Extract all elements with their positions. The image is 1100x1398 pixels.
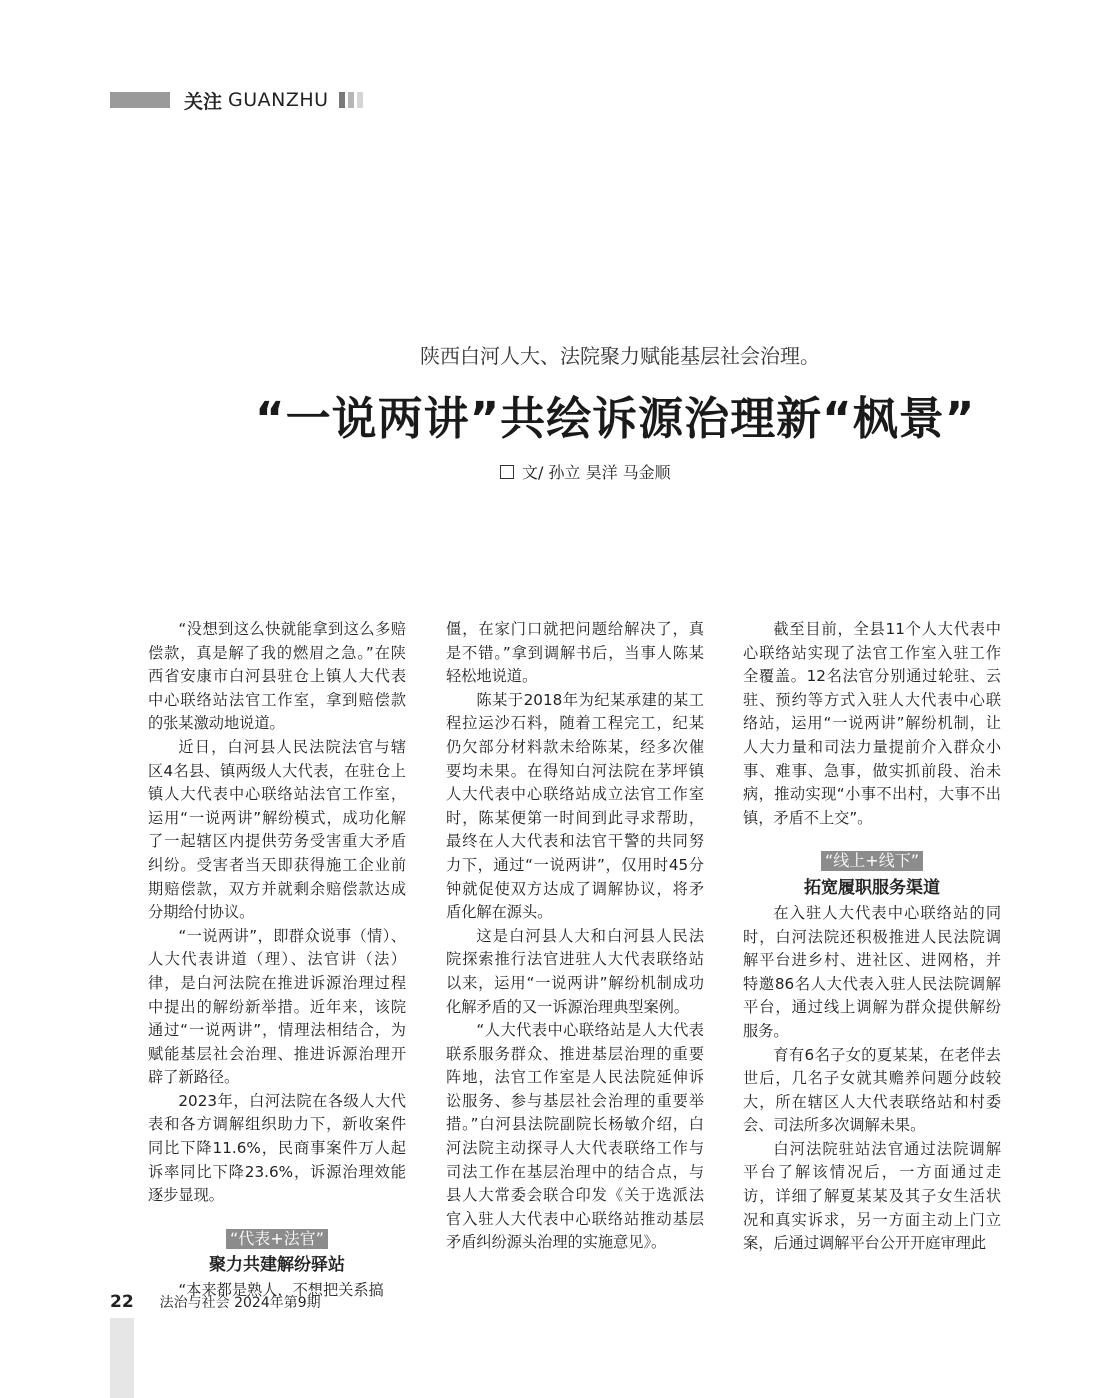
paragraph: 截至目前，全县11个人大代表中心联络站实现了法官工作室入驻工作全覆盖。12名法官分别通过轮驻、云驻、预约等方式入驻人大代表中心联络站，运用“一说两讲”解纷机制，让人大力量和司法力量提前介入群众小事、难事、急事，做实抓前段、治未病，推动实现“小事不出村，大事不出镇，矛盾不上交”。 [743, 620, 1001, 827]
footer-strip [110, 1318, 134, 1398]
text-column-1 [148, 618, 406, 1303]
section-title: 拓宽履职服务渠道 [804, 877, 940, 898]
paragraph: 2023年，白河法院在各级人大代表和各方调解组织助力下，新收案件同比下降11.6%，民商事案件万人起诉率同比下降23.6%，诉源治理效能逐步显现。 [148, 1091, 406, 1205]
square-icon [500, 465, 514, 479]
byline [500, 460, 671, 483]
title-part-a: “一说两讲” [255, 392, 501, 445]
header-bar [110, 92, 170, 108]
section-tag: “线上+线下” [821, 851, 923, 871]
text-column-2 [446, 618, 704, 1255]
section-title: 聚力共建解纷驿站 [209, 1255, 345, 1276]
section-heading [148, 1228, 406, 1278]
paragraph: “本来都是熟人，不想把关系搞 [178, 1281, 384, 1300]
paragraph: 僵，在家门口就把问题给解决了，真是不错。”拿到调解书后，当事人陈某轻松地说道。 [446, 620, 704, 686]
page-footer [110, 1292, 321, 1312]
paragraph: 在入驻人大代表中心联络站的同时，白河法院还积极推进人民法院调解平台进乡村、进社区、进网格，并特邀86名人大代表入驻人民法院调解平台，通过线上调解为群众提供解纷服务。 [743, 903, 1001, 1040]
magazine-issue: 法治与社会 2024年第9期 [159, 1295, 321, 1311]
paragraph: 白河法院驻站法官通过法院调解平台了解该情况后，一方面通过走访，详细了解夏某某及其子女生活状况和真实诉求，另一方面主动上门立案，后通过调解平台公开开庭审理此 [743, 1139, 1001, 1253]
article-title [255, 382, 975, 447]
section-tag: “代表+法官” [226, 1229, 328, 1249]
section-label-en: GUANZHU [228, 89, 329, 111]
section-label-cn: 关注 [184, 90, 223, 113]
paragraph: “人大代表中心联络站是人大代表联系服务群众、推进基层治理的重要阵地，法官工作室是人民法院延伸诉讼服务、参与基层社会治理的重要举措。”白河县法院副院长杨敏介绍，白河法院主动探寻人大代表联络工作与司法工作在基层治理中的结合点，与县人大常委会联合印发《关于选派法官入驻人大代表中心联络站推动基层矛盾纠纷源头治理的实施意见》。 [446, 1021, 704, 1252]
section-header [110, 88, 366, 112]
article-subtitle: 陕西白河人大、法院聚力赋能基层社会治理。 [420, 344, 820, 368]
paragraph: 育有6名子女的夏某某，在老伴去世后，几名子女就其赡养问题分歧较大，所在辖区人大代表联络站和村委会、司法所多次调解未果。 [743, 1045, 1001, 1135]
text-column-3 [743, 618, 1001, 1256]
paragraph: 陈某于2018年为纪某承建的某工程拉运沙石料，随着工程完工，纪某仍欠部分材料款未给陈某，经多次催要均未果。在得知白河法院在茅坪镇人大代表中心联络站成立法官工作室时，陈某便第一时间到此寻求帮助，最终在人大代表和法官干警的共同努力下，通过“一说两讲”，仅用时45分钟就促使双方达成了调解协议，将矛盾化解在源头。 [446, 690, 704, 922]
paragraph: “没想到这么快就能拿到这么多赔偿款，真是解了我的燃眉之急。”在陕西省安康市白河县驻仓上镇人大代表中心联络站法官工作室，拿到赔偿款的张某激动地说道。 [148, 620, 406, 733]
section-heading [743, 850, 1001, 900]
header-tick [357, 92, 363, 108]
paragraph: “一说两讲”，即群众说事（情）、人大代表讲道（理）、法官讲（法）律，是白河法院在推进诉源治理过程中提出的解纷新举措。近年来，该院通过“一说两讲”，情理法相结合，为赋能基层社会治理、推进诉源治理开辟了新路径。 [148, 926, 406, 1087]
paragraph: 这是白河县人大和白河县人民法院探索推行法官进驻人大代表联络站以来，运用“一说两讲”解纷机制成功化解矛盾的又一诉源治理典型案例。 [446, 926, 704, 1016]
byline-text: 文/ 孙立 昊洋 马金顺 [522, 463, 671, 482]
title-part-b: 共绘诉源治理新“枫景” [500, 392, 976, 445]
paragraph: 近日，白河县人民法院法官与辖区4名县、镇两级人大代表，在驻仓上镇人大代表中心联络站法官工作室，运用“一说两讲”解纷模式，成功化解了一起辖区内提供劳务受害重大矛盾纠纷。受害者当天即获得施工企业前期赔偿款，双方并就剩余赔偿款达成分期给付协议。 [148, 737, 406, 922]
page-number: 22 [110, 1292, 134, 1312]
header-tick [339, 92, 345, 108]
header-tick [348, 92, 354, 108]
